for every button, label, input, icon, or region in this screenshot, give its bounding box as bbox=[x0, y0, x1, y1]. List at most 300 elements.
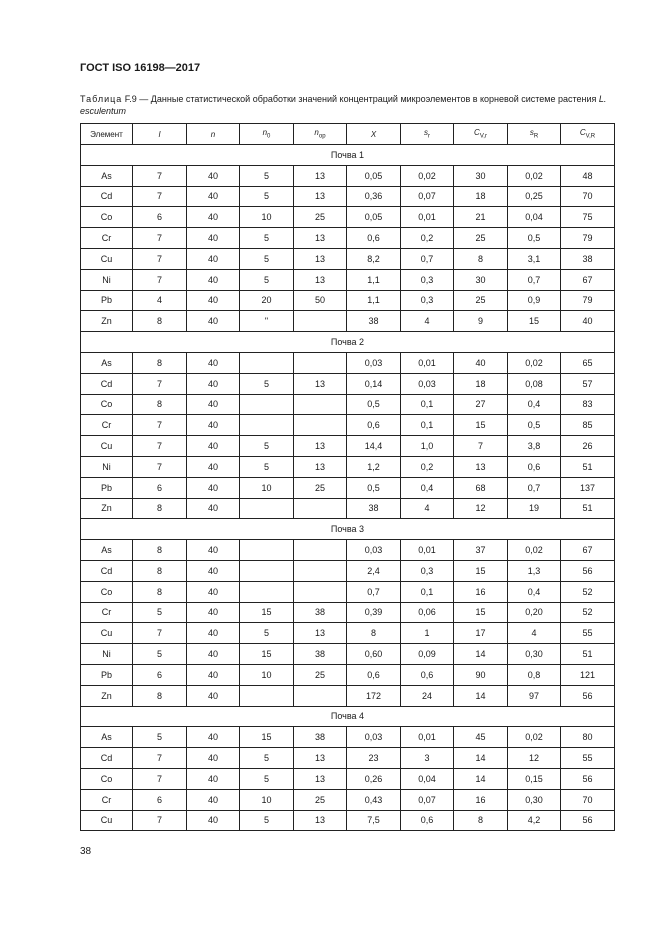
table-cell: 5 bbox=[240, 810, 294, 831]
table-cell: 0,14 bbox=[347, 373, 401, 394]
table-cell: 40 bbox=[187, 748, 240, 769]
table-cell: 40 bbox=[454, 352, 508, 373]
table-cell: 0,7 bbox=[401, 248, 454, 269]
table-cell bbox=[240, 581, 294, 602]
table-cell: 40 bbox=[187, 789, 240, 810]
table-cell: 40 bbox=[187, 228, 240, 249]
table-cell: 13 bbox=[294, 623, 347, 644]
table-cell: 65 bbox=[561, 352, 615, 373]
section-header-row bbox=[81, 706, 615, 727]
table-cell: 14 bbox=[454, 644, 508, 665]
table-cell bbox=[294, 394, 347, 415]
table-cell: 0,36 bbox=[347, 186, 401, 207]
table-row bbox=[81, 415, 615, 436]
table-cell: 0,4 bbox=[401, 477, 454, 498]
table-cell: 45 bbox=[454, 727, 508, 748]
table-cell: 67 bbox=[561, 540, 615, 561]
table-row bbox=[81, 748, 615, 769]
table-cell: 0,6 bbox=[401, 664, 454, 685]
table-cell: 15 bbox=[454, 415, 508, 436]
table-cell: 40 bbox=[187, 373, 240, 394]
table-cell: 5 bbox=[240, 165, 294, 186]
table-cell: 7 bbox=[133, 748, 187, 769]
element-cell: As bbox=[81, 540, 133, 561]
table-cell: 7 bbox=[133, 269, 187, 290]
table-row bbox=[81, 540, 615, 561]
table-cell: 0,05 bbox=[347, 165, 401, 186]
table-cell: " bbox=[240, 311, 294, 332]
table-cell: 0,04 bbox=[401, 768, 454, 789]
table-cell: 5 bbox=[240, 748, 294, 769]
table-cell: 1,1 bbox=[347, 290, 401, 311]
table-cell: 40 bbox=[187, 727, 240, 748]
table-cell: 40 bbox=[187, 498, 240, 519]
table-cell: 1,2 bbox=[347, 456, 401, 477]
section-header-row bbox=[81, 145, 615, 166]
table-cell: 0,60 bbox=[347, 644, 401, 665]
table-cell: 25 bbox=[294, 664, 347, 685]
table-cell: 40 bbox=[187, 768, 240, 789]
table-cell: 0,9 bbox=[508, 290, 561, 311]
table-cell: 25 bbox=[294, 789, 347, 810]
table-cell: 172 bbox=[347, 685, 401, 706]
table-cell: 13 bbox=[294, 748, 347, 769]
table-row bbox=[81, 456, 615, 477]
table-cell: 70 bbox=[561, 789, 615, 810]
table-cell: 0,01 bbox=[401, 207, 454, 228]
table-cell: 25 bbox=[454, 228, 508, 249]
table-cell: 0,39 bbox=[347, 602, 401, 623]
table-cell: 5 bbox=[133, 727, 187, 748]
table-cell: 1,1 bbox=[347, 269, 401, 290]
table-cell: 10 bbox=[240, 207, 294, 228]
table-cell: 38 bbox=[347, 498, 401, 519]
table-cell: 0,2 bbox=[401, 228, 454, 249]
table-cell: 21 bbox=[454, 207, 508, 228]
element-cell: Cr bbox=[81, 789, 133, 810]
table-cell: 70 bbox=[561, 186, 615, 207]
table-cell: 0,02 bbox=[508, 727, 561, 748]
table-row bbox=[81, 394, 615, 415]
table-cell: 0,43 bbox=[347, 789, 401, 810]
table-cell: 27 bbox=[454, 394, 508, 415]
element-cell: Zn bbox=[81, 498, 133, 519]
table-cell: 40 bbox=[187, 664, 240, 685]
header-cvr: $C_{V,r}$ bbox=[454, 124, 508, 145]
table-cell bbox=[294, 498, 347, 519]
table-cell: 0,4 bbox=[508, 581, 561, 602]
table-cell: 38 bbox=[294, 644, 347, 665]
element-cell: Co bbox=[81, 581, 133, 602]
caption-prefix: Таблица bbox=[80, 94, 123, 104]
table-cell: 13 bbox=[294, 436, 347, 457]
table-row bbox=[81, 248, 615, 269]
table-header-row bbox=[81, 124, 615, 145]
table-cell: 5 bbox=[240, 623, 294, 644]
table-cell: 0,03 bbox=[347, 352, 401, 373]
table-cell: 17 bbox=[454, 623, 508, 644]
table-cell: 0,2 bbox=[401, 456, 454, 477]
table-row bbox=[81, 311, 615, 332]
element-cell: Co bbox=[81, 394, 133, 415]
table-cell: 7 bbox=[133, 768, 187, 789]
table-cell: 0,01 bbox=[401, 540, 454, 561]
table-cell: 7 bbox=[133, 186, 187, 207]
table-cell: 75 bbox=[561, 207, 615, 228]
element-cell: Zn bbox=[81, 685, 133, 706]
table-cell: 97 bbox=[508, 685, 561, 706]
table-cell: 8 bbox=[454, 248, 508, 269]
table-cell: 1,0 bbox=[401, 436, 454, 457]
table-cell bbox=[294, 560, 347, 581]
table-cell: 90 bbox=[454, 664, 508, 685]
table-cell: 7 bbox=[133, 810, 187, 831]
table-cell: 8 bbox=[454, 810, 508, 831]
table-cell: 48 bbox=[561, 165, 615, 186]
table-cell: 0,7 bbox=[347, 581, 401, 602]
table-cell: 9 bbox=[454, 311, 508, 332]
table-cell bbox=[294, 540, 347, 561]
element-cell: Cd bbox=[81, 186, 133, 207]
table-cell: 15 bbox=[454, 560, 508, 581]
table-cell: 8 bbox=[133, 394, 187, 415]
table-cell: 0,07 bbox=[401, 186, 454, 207]
table-cell bbox=[240, 352, 294, 373]
table-cell: 0,30 bbox=[508, 789, 561, 810]
table-cell: 16 bbox=[454, 789, 508, 810]
table-cell: 8 bbox=[133, 540, 187, 561]
table-cell: 0,15 bbox=[508, 768, 561, 789]
table-cell: 19 bbox=[508, 498, 561, 519]
table-cell: 5 bbox=[240, 269, 294, 290]
table-cell bbox=[294, 581, 347, 602]
table-cell: 56 bbox=[561, 810, 615, 831]
header-sr: $s_r$ bbox=[401, 124, 454, 145]
section-title: Почва 4 bbox=[81, 706, 615, 727]
table-cell: 5 bbox=[133, 644, 187, 665]
table-cell bbox=[294, 685, 347, 706]
table-cell: 0,06 bbox=[401, 602, 454, 623]
table-cell: 13 bbox=[294, 248, 347, 269]
table-cell: 25 bbox=[454, 290, 508, 311]
table-row bbox=[81, 290, 615, 311]
element-cell: Ni bbox=[81, 269, 133, 290]
table-cell: 13 bbox=[294, 768, 347, 789]
table-cell: 5 bbox=[240, 456, 294, 477]
table-cell: 40 bbox=[187, 248, 240, 269]
table-cell: 3,8 bbox=[508, 436, 561, 457]
table-cell: 0,5 bbox=[508, 228, 561, 249]
table-cell: 6 bbox=[133, 789, 187, 810]
caption-species: L. esculentum bbox=[80, 94, 607, 116]
table-cell: 40 bbox=[187, 581, 240, 602]
table-row bbox=[81, 352, 615, 373]
table-cell: 0,08 bbox=[508, 373, 561, 394]
table-cell: 0,1 bbox=[401, 394, 454, 415]
table-cell: 30 bbox=[454, 269, 508, 290]
table-cell: 6 bbox=[133, 207, 187, 228]
header-l: l bbox=[133, 124, 187, 145]
section-header-row bbox=[81, 519, 615, 540]
table-cell: 1,3 bbox=[508, 560, 561, 581]
table-cell: 0,01 bbox=[401, 352, 454, 373]
page-number: 38 bbox=[80, 846, 92, 857]
table-cell: 0,7 bbox=[508, 269, 561, 290]
table-cell: 1 bbox=[401, 623, 454, 644]
table-cell: 16 bbox=[454, 581, 508, 602]
table-cell: 13 bbox=[294, 810, 347, 831]
table-row bbox=[81, 477, 615, 498]
table-cell: 13 bbox=[294, 373, 347, 394]
data-table bbox=[80, 123, 615, 831]
table-cell: 3,1 bbox=[508, 248, 561, 269]
table-cell: 15 bbox=[240, 727, 294, 748]
table-cell: 8 bbox=[133, 498, 187, 519]
header-x: X bbox=[347, 124, 401, 145]
table-cell: 0,04 bbox=[508, 207, 561, 228]
element-cell: Cu bbox=[81, 623, 133, 644]
table-caption bbox=[80, 93, 614, 117]
table-cell: 8 bbox=[133, 560, 187, 581]
table-row bbox=[81, 727, 615, 748]
table-cell: 5 bbox=[240, 768, 294, 789]
element-cell: Cu bbox=[81, 248, 133, 269]
table-cell: 50 bbox=[294, 290, 347, 311]
table-cell: 7 bbox=[133, 623, 187, 644]
table-cell: 0,6 bbox=[347, 415, 401, 436]
table-cell: 56 bbox=[561, 560, 615, 581]
table-row bbox=[81, 498, 615, 519]
table-cell: 68 bbox=[454, 477, 508, 498]
table-cell: 7 bbox=[133, 248, 187, 269]
table-cell: 0,02 bbox=[508, 352, 561, 373]
table-cell: 30 bbox=[454, 165, 508, 186]
table-cell: 56 bbox=[561, 685, 615, 706]
table-cell: 0,05 bbox=[347, 207, 401, 228]
element-cell: Zn bbox=[81, 311, 133, 332]
table-cell: 15 bbox=[508, 311, 561, 332]
table-cell: 55 bbox=[561, 748, 615, 769]
table-cell: 20 bbox=[240, 290, 294, 311]
table-cell: 0,03 bbox=[401, 373, 454, 394]
table-row bbox=[81, 373, 615, 394]
table-cell: 0,1 bbox=[401, 581, 454, 602]
table-cell: 79 bbox=[561, 290, 615, 311]
table-cell: 24 bbox=[401, 685, 454, 706]
header-element: Элемент bbox=[81, 124, 133, 145]
section-header-row bbox=[81, 332, 615, 353]
table-cell: 4,2 bbox=[508, 810, 561, 831]
table-cell: 79 bbox=[561, 228, 615, 249]
table-cell: 13 bbox=[294, 228, 347, 249]
element-cell: Cr bbox=[81, 228, 133, 249]
table-cell: 51 bbox=[561, 498, 615, 519]
table-cell: 2,4 bbox=[347, 560, 401, 581]
table-cell: 38 bbox=[347, 311, 401, 332]
element-cell: Cd bbox=[81, 373, 133, 394]
table-cell: 12 bbox=[454, 498, 508, 519]
element-cell: Co bbox=[81, 207, 133, 228]
table-row bbox=[81, 810, 615, 831]
table-cell: 0,6 bbox=[347, 228, 401, 249]
table-cell: 13 bbox=[294, 186, 347, 207]
table-cell: 13 bbox=[294, 456, 347, 477]
element-cell: Cd bbox=[81, 748, 133, 769]
table-cell: 10 bbox=[240, 789, 294, 810]
element-cell: As bbox=[81, 352, 133, 373]
table-cell: 0,03 bbox=[347, 540, 401, 561]
table-cell bbox=[240, 560, 294, 581]
table-cell: 0,20 bbox=[508, 602, 561, 623]
table-cell: 10 bbox=[240, 477, 294, 498]
table-row bbox=[81, 165, 615, 186]
table-cell: 13 bbox=[454, 456, 508, 477]
table-cell: 23 bbox=[347, 748, 401, 769]
document-header: ГОСТ ISO 16198—2017 bbox=[80, 62, 201, 74]
table-cell: 26 bbox=[561, 436, 615, 457]
element-cell: As bbox=[81, 165, 133, 186]
element-cell: Ni bbox=[81, 644, 133, 665]
table-cell: 40 bbox=[187, 644, 240, 665]
table-cell: 0,8 bbox=[508, 664, 561, 685]
table-cell: 0,6 bbox=[401, 810, 454, 831]
table-cell: 25 bbox=[294, 477, 347, 498]
table-cell: 0,6 bbox=[508, 456, 561, 477]
table-cell: 67 bbox=[561, 269, 615, 290]
table-cell: 18 bbox=[454, 373, 508, 394]
table-cell: 38 bbox=[561, 248, 615, 269]
table-cell: 80 bbox=[561, 727, 615, 748]
table-cell: 85 bbox=[561, 415, 615, 436]
table-cell: 0,6 bbox=[347, 664, 401, 685]
table-cell: 7 bbox=[133, 228, 187, 249]
table-cell: 40 bbox=[187, 186, 240, 207]
table-cell bbox=[240, 540, 294, 561]
table-cell bbox=[294, 352, 347, 373]
table-cell: 7 bbox=[133, 165, 187, 186]
table-cell: 8 bbox=[133, 581, 187, 602]
table-row bbox=[81, 269, 615, 290]
table-cell: 0,25 bbox=[508, 186, 561, 207]
table-cell: 0,7 bbox=[508, 477, 561, 498]
element-cell: As bbox=[81, 727, 133, 748]
table-cell: 40 bbox=[561, 311, 615, 332]
table-cell: 52 bbox=[561, 602, 615, 623]
table-row bbox=[81, 581, 615, 602]
section-title: Почва 1 bbox=[81, 145, 615, 166]
element-cell: Pb bbox=[81, 477, 133, 498]
table-cell: 40 bbox=[187, 560, 240, 581]
table-cell: 8,2 bbox=[347, 248, 401, 269]
table-cell: 37 bbox=[454, 540, 508, 561]
table-cell bbox=[294, 311, 347, 332]
header-cvR: $C_{V,R}$ bbox=[561, 124, 615, 145]
table-cell: 51 bbox=[561, 456, 615, 477]
element-cell: Cd bbox=[81, 560, 133, 581]
table-cell: 4 bbox=[401, 498, 454, 519]
table-cell: 6 bbox=[133, 477, 187, 498]
table-cell: 83 bbox=[561, 394, 615, 415]
section-title: Почва 3 bbox=[81, 519, 615, 540]
table-cell: 40 bbox=[187, 436, 240, 457]
table-cell: 7 bbox=[133, 436, 187, 457]
table-cell: 40 bbox=[187, 415, 240, 436]
table-cell: 0,4 bbox=[508, 394, 561, 415]
caption-text: F.9 — Данные статистической обработки значений концентраций микроэлементов в корневой системе растения bbox=[122, 94, 599, 104]
table-cell: 15 bbox=[454, 602, 508, 623]
table-cell: 40 bbox=[187, 311, 240, 332]
table-cell: 6 bbox=[133, 664, 187, 685]
table-cell: 0,5 bbox=[347, 394, 401, 415]
table-cell: 0,5 bbox=[347, 477, 401, 498]
table-row bbox=[81, 560, 615, 581]
table-cell: 40 bbox=[187, 207, 240, 228]
table-cell: 57 bbox=[561, 373, 615, 394]
table-cell: 14,4 bbox=[347, 436, 401, 457]
table-cell: 4 bbox=[133, 290, 187, 311]
element-cell: Cu bbox=[81, 810, 133, 831]
table-cell: 56 bbox=[561, 768, 615, 789]
table-row bbox=[81, 186, 615, 207]
table-cell: 0,3 bbox=[401, 290, 454, 311]
table-cell: 40 bbox=[187, 685, 240, 706]
header-sR: $s_R$ bbox=[508, 124, 561, 145]
table-cell: 5 bbox=[240, 248, 294, 269]
table-row bbox=[81, 664, 615, 685]
element-cell: Ni bbox=[81, 456, 133, 477]
table-cell: 4 bbox=[508, 623, 561, 644]
header-n0: $n_0$ bbox=[240, 124, 294, 145]
element-cell: Co bbox=[81, 768, 133, 789]
table-row bbox=[81, 768, 615, 789]
table-cell: 14 bbox=[454, 685, 508, 706]
table-cell: 55 bbox=[561, 623, 615, 644]
table-row bbox=[81, 207, 615, 228]
table-cell: 0,02 bbox=[508, 540, 561, 561]
table-cell: 0,09 bbox=[401, 644, 454, 665]
element-cell: Pb bbox=[81, 290, 133, 311]
table-cell: 10 bbox=[240, 664, 294, 685]
table-row bbox=[81, 685, 615, 706]
element-cell: Cr bbox=[81, 415, 133, 436]
header-nop: $n_{op}$ bbox=[294, 124, 347, 145]
table-row bbox=[81, 436, 615, 457]
table-cell: 15 bbox=[240, 644, 294, 665]
table-cell: 5 bbox=[240, 373, 294, 394]
table-cell: 7 bbox=[133, 373, 187, 394]
table-cell: 8 bbox=[133, 352, 187, 373]
table-cell: 0,01 bbox=[401, 727, 454, 748]
table-row bbox=[81, 623, 615, 644]
table-cell bbox=[240, 415, 294, 436]
table-cell: 0,02 bbox=[401, 165, 454, 186]
table-cell: 5 bbox=[240, 436, 294, 457]
table-cell: 40 bbox=[187, 394, 240, 415]
table-cell: 40 bbox=[187, 456, 240, 477]
table-cell: 121 bbox=[561, 664, 615, 685]
table-cell: 0,30 bbox=[508, 644, 561, 665]
table-cell: 40 bbox=[187, 165, 240, 186]
table-cell: 18 bbox=[454, 186, 508, 207]
table-cell: 8 bbox=[133, 685, 187, 706]
table-cell: 40 bbox=[187, 352, 240, 373]
table-row bbox=[81, 644, 615, 665]
table-cell: 13 bbox=[294, 269, 347, 290]
table-cell: 12 bbox=[508, 748, 561, 769]
table-cell: 0,5 bbox=[508, 415, 561, 436]
table-cell: 7 bbox=[133, 415, 187, 436]
table-cell: 51 bbox=[561, 644, 615, 665]
